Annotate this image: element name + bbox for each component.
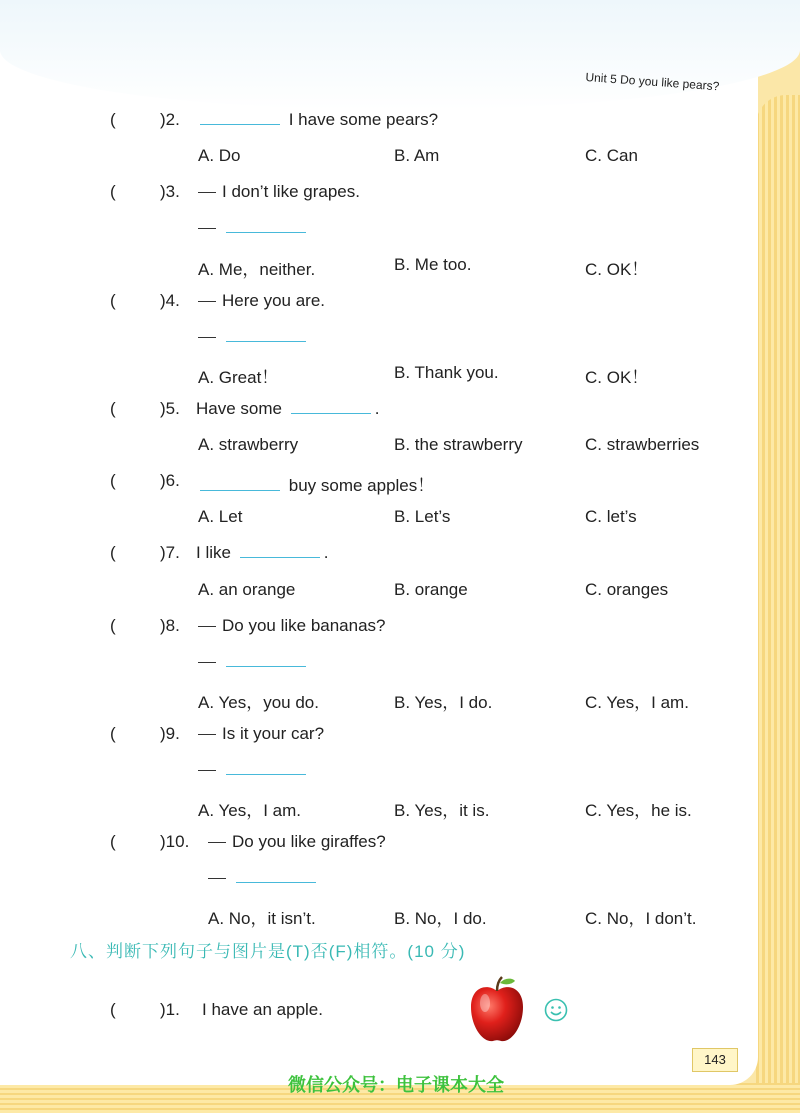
- question-stem: Do you like bananas?: [198, 616, 386, 636]
- dash: [198, 337, 216, 338]
- option-b[interactable]: B. the strawberry: [394, 435, 523, 454]
- answer-blank[interactable]: [200, 478, 280, 491]
- option-c[interactable]: C. Yes，he is.: [585, 801, 692, 820]
- answer-blank[interactable]: [226, 654, 306, 667]
- answer-paren[interactable]: (: [110, 724, 116, 743]
- question-number: )8.: [160, 616, 180, 635]
- answer-blank[interactable]: [200, 112, 280, 125]
- dash: [198, 301, 216, 302]
- answer-blank[interactable]: [291, 401, 371, 414]
- dash: [198, 734, 216, 735]
- option-c[interactable]: C. Can: [585, 146, 638, 165]
- option-a[interactable]: A. No，it isn’t.: [208, 909, 316, 928]
- question-number: )7.: [160, 543, 180, 562]
- question-number: )3.: [160, 182, 180, 201]
- option-c[interactable]: C. OK！: [585, 368, 649, 387]
- footer-watermark: 微信公众号：电子课本大全: [288, 1075, 504, 1095]
- answer-paren[interactable]: (: [110, 616, 116, 635]
- judge-sentence: I have an apple.: [202, 1000, 323, 1019]
- option-a[interactable]: A. an orange: [198, 580, 296, 599]
- answer-paren[interactable]: (: [110, 182, 116, 201]
- option-a[interactable]: A. Yes，I am.: [198, 801, 301, 820]
- dash: [198, 192, 216, 193]
- question-number: )1.: [160, 1000, 180, 1019]
- unit-title: Unit 5 Do you like pears?: [585, 70, 720, 94]
- question-number: )10.: [160, 832, 190, 851]
- question-number: )6.: [160, 471, 180, 490]
- question-number: )9.: [160, 724, 180, 743]
- option-a[interactable]: A. Let: [198, 507, 243, 526]
- response-line: [198, 218, 310, 238]
- question-stem: Do you like giraffes?: [208, 832, 386, 852]
- option-b[interactable]: B. Yes，it is.: [394, 801, 490, 820]
- dash: [208, 878, 226, 879]
- option-b[interactable]: B. Thank you.: [394, 363, 499, 382]
- smiley-face-icon[interactable]: [544, 998, 568, 1022]
- question-number: )2.: [160, 110, 180, 129]
- question-stem: I like .: [196, 543, 329, 562]
- answer-paren[interactable]: (: [110, 110, 116, 129]
- answer-blank[interactable]: [226, 220, 306, 233]
- option-c[interactable]: C. oranges: [585, 580, 669, 599]
- section-8-title: 八、判断下列句子与图片是(T)否(F)相符。(10 分): [70, 942, 466, 961]
- question-stem: I have some pears?: [196, 110, 438, 130]
- option-a[interactable]: A. strawberry: [198, 435, 299, 454]
- answer-blank[interactable]: [236, 870, 316, 883]
- option-a[interactable]: A. Me，neither.: [198, 260, 316, 279]
- dash: [198, 228, 216, 229]
- option-b[interactable]: B. No，I do.: [394, 909, 487, 928]
- question-stem: Have some .: [196, 399, 380, 418]
- option-c[interactable]: C. strawberries: [585, 435, 700, 454]
- answer-paren[interactable]: (: [110, 543, 116, 562]
- option-b[interactable]: B. Me too.: [394, 255, 472, 274]
- response-line: [208, 868, 320, 888]
- option-b[interactable]: B. Let’s: [394, 507, 451, 526]
- answer-paren[interactable]: (: [110, 399, 116, 418]
- dash: [198, 662, 216, 663]
- option-b[interactable]: B. orange: [394, 580, 468, 599]
- answer-blank[interactable]: [240, 545, 320, 558]
- page-number: 143: [692, 1048, 738, 1072]
- answer-blank[interactable]: [226, 329, 306, 342]
- question-number: )5.: [160, 399, 180, 418]
- page-stack-edge: [756, 95, 800, 1095]
- response-line: [198, 652, 310, 672]
- response-line: [198, 327, 310, 347]
- question-stem: buy some apples！: [196, 471, 434, 496]
- answer-paren[interactable]: (: [110, 1000, 116, 1019]
- answer-paren[interactable]: (: [110, 291, 116, 310]
- option-a[interactable]: A. Do: [198, 146, 241, 165]
- option-b[interactable]: B. Yes，I do.: [394, 693, 493, 712]
- question-stem: I don’t like grapes.: [198, 182, 360, 202]
- apple-icon: [467, 975, 527, 1045]
- question-stem: Here you are.: [198, 291, 325, 311]
- question-number: )4.: [160, 291, 180, 310]
- option-c[interactable]: C. let’s: [585, 507, 637, 526]
- option-c[interactable]: C. OK！: [585, 260, 649, 279]
- option-c[interactable]: C. No，I don’t.: [585, 909, 697, 928]
- option-b[interactable]: B. Am: [394, 146, 440, 165]
- answer-blank[interactable]: [226, 762, 306, 775]
- option-a[interactable]: A. Great！: [198, 368, 279, 387]
- option-a[interactable]: A. Yes，you do.: [198, 693, 319, 712]
- answer-paren[interactable]: (: [110, 471, 116, 490]
- response-line: [198, 760, 310, 780]
- dash: [198, 770, 216, 771]
- question-stem: Is it your car?: [198, 724, 324, 744]
- answer-paren[interactable]: (: [110, 832, 116, 851]
- option-c[interactable]: C. Yes，I am.: [585, 693, 689, 712]
- dash: [198, 626, 216, 627]
- dash: [208, 842, 226, 843]
